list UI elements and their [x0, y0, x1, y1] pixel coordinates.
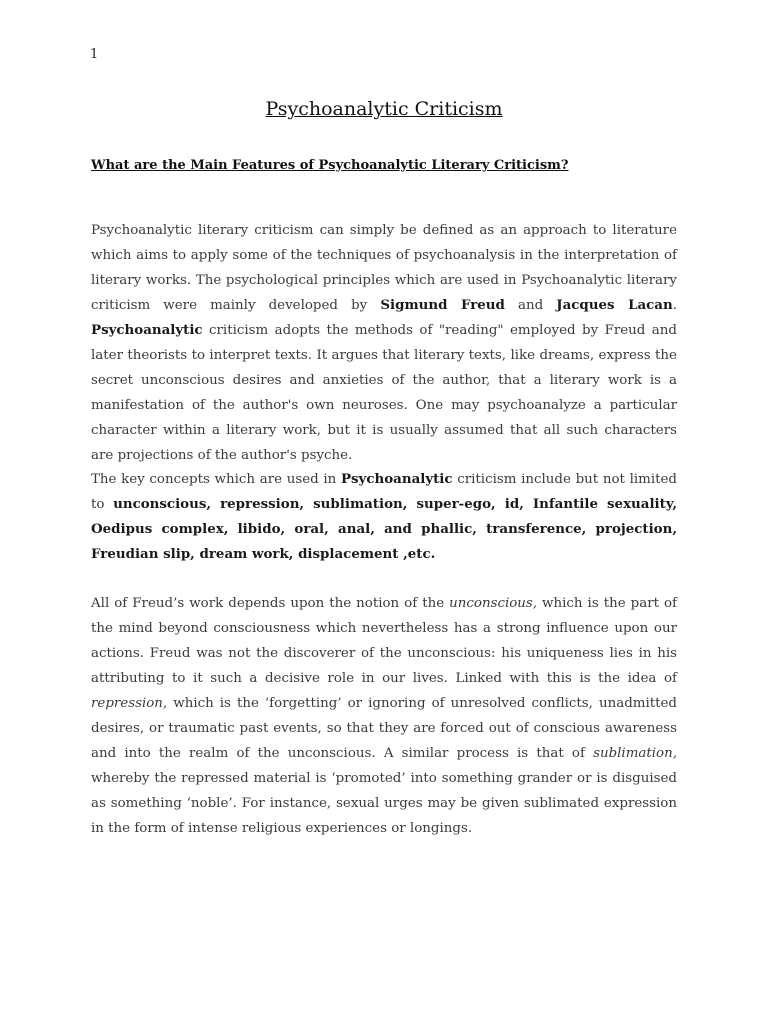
document-title: Psychoanalytic Criticism	[265, 98, 503, 120]
bold-term-psychoanalytic: Psychoanalytic	[91, 322, 203, 338]
italic-term-sublimation: sublimation,	[593, 746, 677, 761]
text-segment: Psychoanalytic literary criticism can simply be defined as an approach to literature which aims to apply some of the techniques of psychoanalysis in the interpretation of literary works. The psychological principles which are used in Psychoanalytic literary criticism were mainly developed by	[91, 223, 677, 313]
text-segment: criticism adopts the methods of "reading" employed by Freud and later theorists to interpret texts. It argues that literary texts, like dreams, express the secret unconscious desires and anxieties of the author, that a literary work is a manifestation of the author's own neuroses. One may psychoanalyze a particular character within a literary work, but it is usually assumed that all such characters are projections of the author's psyche.	[91, 323, 677, 463]
text-segment: .	[672, 298, 677, 313]
bold-term-lacan: Jacques Lacan	[556, 297, 673, 313]
text-segment: which is the ‘forgetting’ or ignoring of unresolved conflicts, unadmitted desires, or traumatic past events, so that they are forced out of conscious awareness and into the realm of the unconscious. A similar process is that of	[91, 696, 677, 761]
bold-term-psychoanalytic: Psychoanalytic	[340, 471, 453, 487]
paragraph-key-concepts	[91, 467, 677, 567]
text-segment: which is the part of the mind beyond consciousness which nevertheless has a strong influence upon our actions. Freud was not the discoverer of the unconscious: his uniqueness lies in his attributing to it such a decisive role in our lives. Linked with this is the idea of	[91, 596, 678, 686]
italic-term-repression: repression,	[91, 696, 168, 711]
paragraph-unconscious	[91, 591, 677, 841]
text-segment: criticism include but not limited to	[91, 472, 678, 512]
text-segment: All of Freud’s work depends upon the notion of the	[91, 596, 450, 611]
text-segment: whereby the repressed material is ‘promoted’ into something grander or is disguised as something ‘noble’. For instance, sexual urges may be given sublimated expression in the form of intense religious experiences or longings.	[91, 771, 677, 836]
section-heading: What are the Main Features of Psychoanalytic Literary Criticism?	[91, 158, 569, 173]
paragraph-definition	[91, 218, 677, 468]
text-segment: The key concepts which are used in	[91, 472, 341, 487]
text-segment: and	[504, 298, 557, 313]
bold-term-freud: Sigmund Freud	[380, 297, 505, 313]
bold-concept-list: unconscious, repression, sublimation, super-ego, id, Infantile sexuality, Oedipus complex, libido, oral, anal, and phallic, transference, projection, Freudian slip, dream work, displacement ,etc.	[91, 496, 677, 562]
page-number: 1	[90, 47, 99, 62]
italic-term-unconscious: unconscious,	[449, 596, 538, 611]
